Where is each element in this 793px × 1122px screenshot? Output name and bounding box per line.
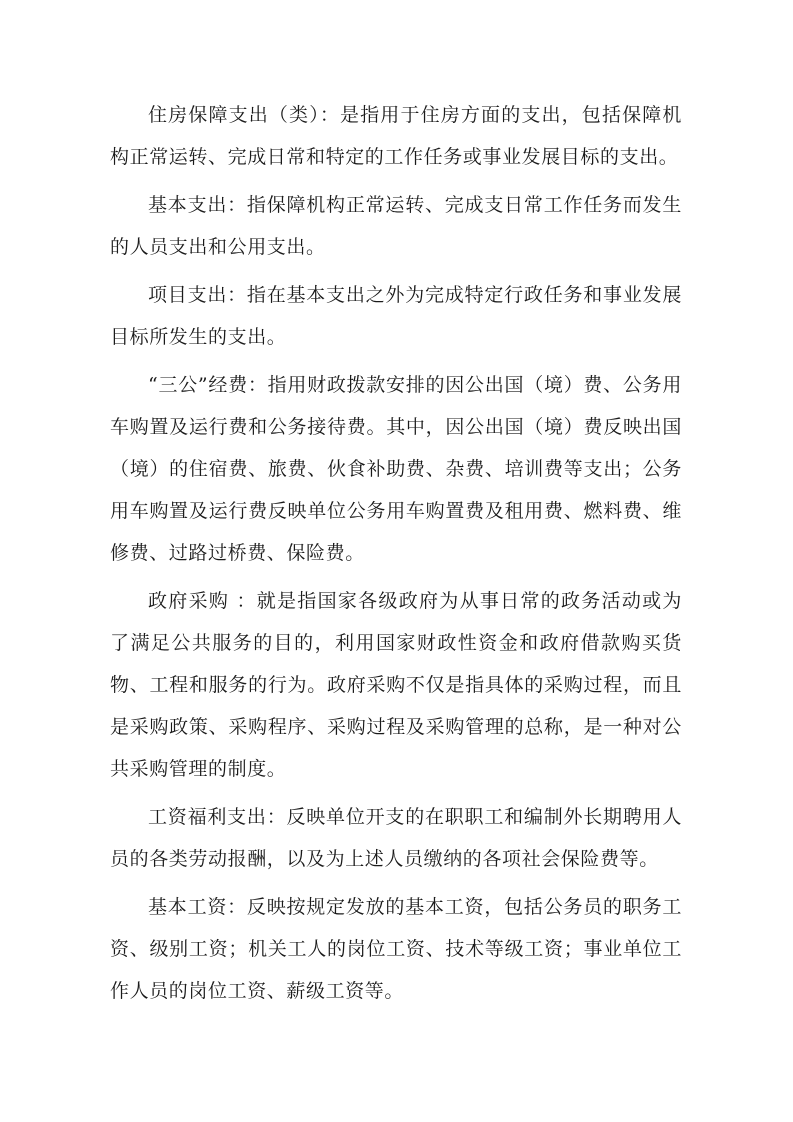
paragraph-project-expenditure: 项目支出：指在基本支出之外为完成特定行政任务和事业发展目标所发生的支出。 bbox=[110, 284, 682, 348]
paragraph-salary-welfare: 工资福利支出：反映单位开支的在职职工和编制外长期聘用人员的各类劳动报酬，以及为上述人员缴纳的各项社会保险费等。 bbox=[110, 806, 682, 870]
paragraph-basic-expenditure: 基本支出：指保障机构正常运转、完成支日常工作任务而发生的人员支出和公用支出。 bbox=[110, 194, 682, 258]
paragraph-government-procurement: 政府采购 ：就是指国家各级政府为从事日常的政务活动或为了满足公共服务的目的，利用国家财政性资金和政府借款购买货物、工程和服务的行为。政府采购不仅是指具体的采购过程，而且是采购政策、采购程序、采购过程及采购管理的总称，是一种对公共采购管理的制度。 bbox=[110, 590, 682, 780]
document-body bbox=[110, 94, 682, 1018]
paragraph-housing-expenditure: 住房保障支出（类）：是指用于住房方面的支出，包括保障机构正常运转、完成日常和特定的工作任务或事业发展目标的支出。 bbox=[110, 104, 682, 168]
paragraph-three-public-funds: “三公”经费：指用财政拨款安排的因公出国（境）费、公务用车购置及运行费和公务接待费。其中，因公出国（境）费反映出国（境）的住宿费、旅费、伙食补助费、杂费、培训费等支出；公务用车购置及运行费反映单位公务用车购置费及租用费、燃料费、维修费、过路过桥费、保险费。 bbox=[110, 374, 682, 564]
paragraph-basic-salary: 基本工资：反映按规定发放的基本工资，包括公务员的职务工资、级别工资；机关工人的岗位工资、技术等级工资；事业单位工作人员的岗位工资、薪级工资等。 bbox=[110, 896, 682, 1002]
